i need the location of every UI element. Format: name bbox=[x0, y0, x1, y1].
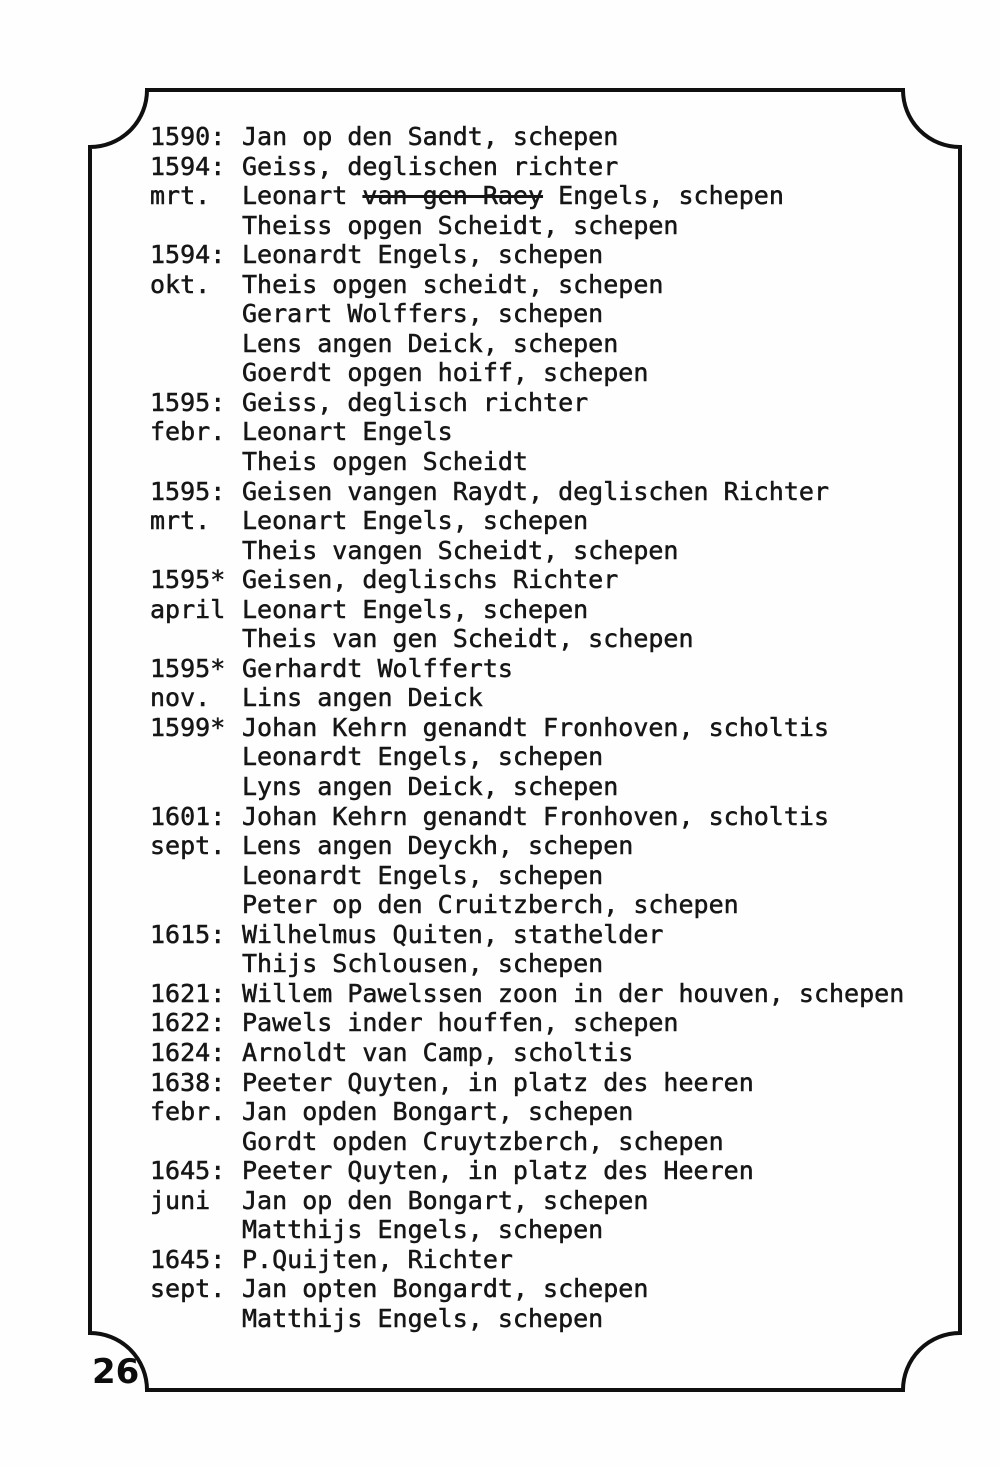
register-entry bbox=[150, 624, 950, 654]
register-entry bbox=[150, 949, 950, 979]
register-entry bbox=[150, 565, 950, 595]
entry-date-label bbox=[150, 742, 242, 772]
entry-date-label: 1624: bbox=[150, 1037, 226, 1067]
register-entry bbox=[150, 181, 950, 211]
register-entry bbox=[150, 299, 950, 329]
entry-date-label bbox=[150, 890, 242, 920]
register-entry bbox=[150, 1304, 950, 1334]
entry-date-label bbox=[150, 536, 242, 566]
entry-text: Peter op den Cruitzberch, schepen bbox=[242, 890, 739, 920]
entry-date-label: sept. bbox=[150, 1274, 226, 1304]
entry-date-label: mrt. bbox=[150, 506, 211, 536]
register-entry bbox=[150, 772, 950, 802]
register-entry bbox=[150, 1127, 950, 1157]
register-entry bbox=[150, 831, 950, 861]
entry-date-label: 1594: bbox=[150, 151, 226, 181]
register-entry bbox=[150, 122, 950, 152]
entry-date-label: 1595: bbox=[150, 387, 226, 417]
entry-text: Matthijs Engels, schepen bbox=[242, 1303, 604, 1333]
entry-text: Pawels inder houffen, schepen bbox=[242, 1008, 679, 1038]
register-entry bbox=[150, 152, 950, 182]
entry-text: Peeter Quyten, in platz des heeren bbox=[242, 1067, 754, 1097]
entry-text: Matthijs Engels, schepen bbox=[242, 1215, 604, 1245]
register-entry bbox=[150, 270, 950, 300]
register-entry bbox=[150, 358, 950, 388]
entry-text: Thijs Schlousen, schepen bbox=[242, 949, 604, 979]
register-entry bbox=[150, 1038, 950, 1068]
register-entry bbox=[150, 1068, 950, 1098]
entry-date-label: 1645: bbox=[150, 1156, 226, 1186]
register-entry bbox=[150, 890, 950, 920]
entry-date-label: 1594: bbox=[150, 240, 226, 270]
entry-text: Leonart Engels, schepen bbox=[242, 506, 589, 536]
entry-text: Leonardt Engels, schepen bbox=[242, 860, 604, 890]
entry-date-label: 1645: bbox=[150, 1244, 226, 1274]
page-number: 26 bbox=[92, 1352, 140, 1392]
entry-date-label: 1622: bbox=[150, 1008, 226, 1038]
entry-date-label bbox=[150, 329, 242, 359]
entry-text: Geiss, deglischen richter bbox=[242, 151, 619, 181]
entry-date-label bbox=[150, 1304, 242, 1334]
entry-text: Theis van gen Scheidt, schepen bbox=[242, 624, 694, 654]
register-entry bbox=[150, 861, 950, 891]
text-part: Leonart bbox=[242, 181, 363, 211]
entry-text: Leonart Engels bbox=[242, 417, 453, 447]
entry-text: Lins angen Deick bbox=[242, 683, 483, 713]
entry-text: Goerdt opgen hoiff, schepen bbox=[242, 358, 649, 388]
entry-date-label bbox=[150, 1127, 242, 1157]
entry-date-label bbox=[150, 624, 242, 654]
entry-date-label: 1615: bbox=[150, 919, 226, 949]
register-entry bbox=[150, 802, 950, 832]
register-entry bbox=[150, 654, 950, 684]
entry-date-label: sept. bbox=[150, 831, 226, 861]
entry-text: Theis opgen scheidt, schepen bbox=[242, 269, 664, 299]
entry-text: Geisen vangen Raydt, deglischen Richter bbox=[242, 476, 829, 506]
register-entry bbox=[150, 1097, 950, 1127]
entry-date-label: okt. bbox=[150, 269, 211, 299]
entry-date-label: febr. bbox=[150, 1097, 226, 1127]
entry-date-label: 1599* bbox=[150, 712, 226, 742]
entry-date-label bbox=[150, 447, 242, 477]
entry-text: Gerhardt Wolfferts bbox=[242, 653, 513, 683]
entry-date-label: 1621: bbox=[150, 978, 226, 1008]
entry-text: Leonardt Engels, schepen bbox=[242, 240, 604, 270]
entry-text: Peeter Quyten, in platz des Heeren bbox=[242, 1156, 754, 1186]
entry-date-label bbox=[150, 211, 242, 241]
register-entry bbox=[150, 536, 950, 566]
register-entry bbox=[150, 742, 950, 772]
entry-date-label bbox=[150, 358, 242, 388]
register-entry bbox=[150, 447, 950, 477]
entry-date-label: 1590: bbox=[150, 122, 226, 151]
entry-text: Johan Kehrn genandt Fronhoven, scholtis bbox=[242, 712, 829, 742]
entry-date-label: april bbox=[150, 594, 226, 624]
register-entry bbox=[150, 388, 950, 418]
entry-text: Lens angen Deick, schepen bbox=[242, 328, 619, 358]
register-entry bbox=[150, 713, 950, 743]
register-entry bbox=[150, 1186, 950, 1216]
register-entry bbox=[150, 1156, 950, 1186]
entry-text: Arnoldt van Camp, scholtis bbox=[242, 1037, 634, 1067]
entry-date-label: 1595* bbox=[150, 565, 226, 595]
register-entry bbox=[150, 329, 950, 359]
entry-text: Geiss, deglisch richter bbox=[242, 387, 589, 417]
entry-text: P.Quijten, Richter bbox=[242, 1244, 513, 1274]
entry-text: Theiss opgen Scheidt, schepen bbox=[242, 210, 679, 240]
register-entry bbox=[150, 595, 950, 625]
entry-text: Leonart Engels, schepen bbox=[242, 594, 589, 624]
struck-text: van gen Raey bbox=[362, 181, 544, 211]
entry-text bbox=[242, 181, 784, 211]
register-entry bbox=[150, 1215, 950, 1245]
entry-date-label: 1638: bbox=[150, 1067, 226, 1097]
entry-text: Willem Pawelssen zoon in der houven, schepen bbox=[242, 978, 905, 1008]
entry-text: Theis vangen Scheidt, schepen bbox=[242, 535, 679, 565]
entry-text: Lyns angen Deick, schepen bbox=[242, 772, 619, 802]
register-entry bbox=[150, 920, 950, 950]
entry-date-label: 1601: bbox=[150, 801, 226, 831]
entry-text: Geisen, deglischs Richter bbox=[242, 565, 619, 595]
register-entry bbox=[150, 506, 950, 536]
entry-text: Lens angen Deyckh, schepen bbox=[242, 831, 634, 861]
entry-date-label: 1595: bbox=[150, 476, 226, 506]
register-list bbox=[150, 122, 950, 1333]
register-entry bbox=[150, 1245, 950, 1275]
entry-date-label: febr. bbox=[150, 417, 226, 447]
entry-text: Johan Kehrn genandt Fronhoven, scholtis bbox=[242, 801, 829, 831]
entry-date-label: mrt. bbox=[150, 181, 211, 211]
entry-text: Jan opden Bongart, schepen bbox=[242, 1097, 634, 1127]
register-entry bbox=[150, 683, 950, 713]
register-entry bbox=[150, 477, 950, 507]
entry-date-label bbox=[150, 861, 242, 891]
register-entry bbox=[150, 1274, 950, 1304]
register-entry bbox=[150, 1008, 950, 1038]
entry-date-label bbox=[150, 949, 242, 979]
entry-text: Gordt opden Cruytzberch, schepen bbox=[242, 1126, 724, 1156]
register-entry bbox=[150, 211, 950, 241]
register-entry bbox=[150, 417, 950, 447]
entry-date-label bbox=[150, 1215, 242, 1245]
entry-text: Theis opgen Scheidt bbox=[242, 447, 528, 477]
register-entry bbox=[150, 979, 950, 1009]
entry-text: Jan op den Bongart, schepen bbox=[242, 1185, 649, 1215]
entry-date-label: nov. bbox=[150, 683, 211, 713]
entry-date-label bbox=[150, 772, 242, 802]
entry-date-label: juni bbox=[150, 1185, 211, 1215]
entry-date-label: 1595* bbox=[150, 653, 226, 683]
entry-text: Gerart Wolffers, schepen bbox=[242, 299, 604, 329]
entry-text: Jan op den Sandt, schepen bbox=[242, 122, 619, 151]
register-entry bbox=[150, 240, 950, 270]
entry-text: Leonardt Engels, schepen bbox=[242, 742, 604, 772]
text-part: Engels, schepen bbox=[543, 181, 784, 211]
entry-text: Wilhelmus Quiten, stathelder bbox=[242, 919, 664, 949]
entry-date-label bbox=[150, 299, 242, 329]
entry-text: Jan opten Bongardt, schepen bbox=[242, 1274, 649, 1304]
